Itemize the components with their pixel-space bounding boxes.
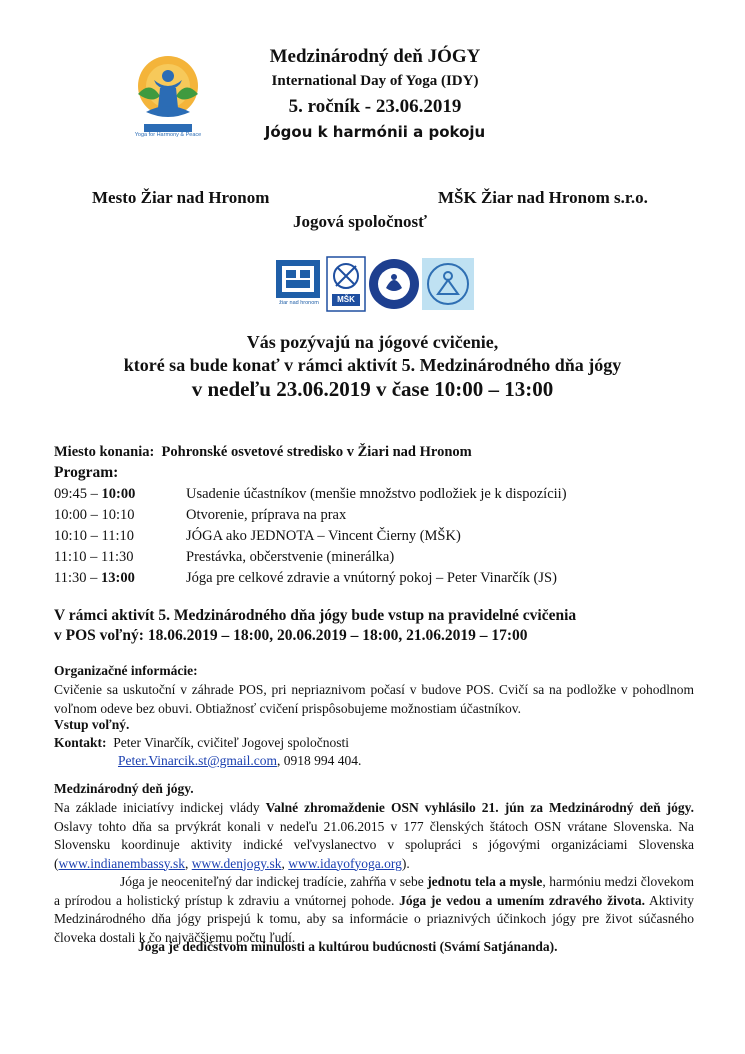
organizer-city: Mesto Žiar nad Hronom [92, 188, 270, 207]
link-idayofyoga[interactable]: www.idayofyoga.org [288, 855, 402, 871]
program-start: 09:45 – [54, 486, 102, 502]
program-desc: Usadenie účastníkov (menšie množstvo podložiek je k dispozícii) [186, 486, 567, 502]
organizer-jogova: Jogová spoločnosť [293, 212, 428, 231]
motto: Jógou k harmónii a pokoju [264, 123, 486, 141]
organizer-msk: MŠK Žiar nad Hronom s.r.o. [438, 188, 648, 207]
about-separator: , [281, 855, 289, 871]
regular-sessions-line-2: v POS voľný: 18.06.2019 – 18:00, 20.06.2019 – 18:00, 21.06.2019 – 17:00 [54, 627, 528, 644]
program-end: 13:00 [101, 570, 135, 586]
edition-date: 5. ročník - 23.06.2019 [288, 96, 462, 117]
contact-block [54, 734, 694, 770]
about-text: ). [401, 855, 410, 871]
program-end: 10:10 [101, 507, 135, 523]
program-desc: Otvorenie, príprava na prax [186, 507, 347, 523]
program-label: Program: [54, 464, 119, 481]
ziar-logo-caption: žiar nad hronom [279, 300, 319, 306]
org-info-text: Cvičenie sa uskutoční v záhrade POS, pri nepriaznivom počasí v budove POS. Cvičí sa na podložke v pohodlnom voľnom odeve bez obuvi. Obtiažnosť cvičení prispôsobujeme možnostiam účastníkov. [54, 682, 694, 716]
invitation-line-3: v nedeľu 23.06.2019 v čase 10:00 – 13:00 [191, 377, 554, 401]
about-highlight: jednotu tela a mysle [427, 874, 543, 889]
entry-info: Vstup voľný. [54, 717, 130, 732]
regular-sessions-line-1: V rámci aktivít 5. Medzinárodného dňa jógy bude vstup na pravidelné cvičenia [54, 607, 577, 624]
idy-logo-caption: Yoga for Harmony & Peace [134, 132, 202, 138]
contact-email-link[interactable]: Peter.Vinarcik.st@gmail.com [118, 753, 277, 768]
program-start: 11:10 – [54, 549, 101, 565]
program-start: 10:10 – [54, 528, 102, 544]
venue-label: Miesto konania: [54, 444, 155, 460]
jogova-seal-icon [368, 258, 420, 310]
link-denjogy[interactable]: www.denjogy.sk [191, 855, 282, 871]
org-info-heading: Organizačné informácie: [54, 663, 198, 678]
about-highlight: Jóga je vedou a umením zdravého života. [399, 892, 645, 908]
invitation-line-2: ktoré sa bude konať v rámci aktivít 5. Medzinárodného dňa jógy [123, 355, 622, 375]
program-end: 10:00 [101, 486, 136, 502]
about-paragraph-1 [54, 799, 694, 873]
contact-phone: , 0918 994 404. [276, 753, 362, 768]
program-desc: JÓGA ako JEDNOTA – Vincent Čierny (MŠK) [186, 528, 461, 544]
about-highlight: Valné zhromaždenie OSN vyhlásilo 21. jún za Medzinárodný deň jógy. [265, 800, 694, 815]
program-end: 11:30 [101, 549, 134, 565]
contact-name: Peter Vinarčík, cvičiteľ Jogovej spoločnosti [113, 735, 350, 750]
program-desc: Prestávka, občerstvenie (minerálka) [186, 549, 395, 565]
about-text: Aktivity Medzinárodného dňa jógy prispejú k tomu, aby sa informácie o priaznivých účinkoch jógy pre život súčasného človeka dostali k čo najväčšiemu počtu ľudí. [54, 892, 694, 945]
msk-logo-caption: MŠK [337, 295, 355, 304]
program-desc: Jóga pre celkové zdravie a vnútorný pokoj – Peter Vinarčík (JS) [186, 570, 557, 586]
venue-value: Pohronské osvetové stredisko v Žiari nad Hronom [161, 444, 472, 460]
ziar-logo [274, 258, 324, 310]
about-text: , harmóniu medzi človekom a prírodou a holistický prístup k zdraviu a vnútornej pohode. [54, 874, 694, 908]
page-title: Medzinárodný deň JÓGY [269, 46, 481, 67]
page-subtitle: International Day of Yoga (IDY) [271, 73, 479, 89]
program-start: 11:30 – [54, 570, 101, 586]
link-indianembassy[interactable]: www.indianembassy.sk [58, 855, 185, 871]
ziar-emblem-icon [274, 258, 324, 302]
msk-logo [326, 256, 366, 312]
closing-quote: Jóga je dedičstvom minulosti a kultúrou budúcnosti (Svámí Satjánanda). [138, 939, 558, 954]
about-paragraph-2 [54, 873, 694, 947]
idy-logo [120, 50, 216, 146]
about-text: Jóga je neoceniteľný dar indickej tradície, zahŕňa v sebe [120, 874, 428, 889]
jogova-spolocnost-logo [368, 258, 420, 310]
about-heading: Medzinárodný deň jógy. [54, 781, 194, 796]
venue [54, 444, 472, 461]
program-start: 10:00 – [54, 507, 102, 523]
meditation-emblem-icon [422, 258, 474, 310]
invitation-line-1: Vás pozývajú na jógové cvičenie, [246, 332, 499, 352]
program-end: 11:10 [101, 528, 135, 544]
about-text: Oslavy tohto dňa sa prvýkrát konali v nedeľu 21.06.2015 v 177 členských štátoch OSN vrátane Slovenska. Na Slovensku koordinuje aktivity indické veľvyslanectvo v spolupráci s jógovými organizáciami Slovenska ( [54, 818, 694, 871]
about-text: Na základe iniciatívy indickej vlády [54, 800, 266, 815]
contact-label: Kontakt: [54, 735, 107, 750]
blue-emblem-logo [422, 258, 474, 310]
about-separator: , [184, 855, 192, 871]
